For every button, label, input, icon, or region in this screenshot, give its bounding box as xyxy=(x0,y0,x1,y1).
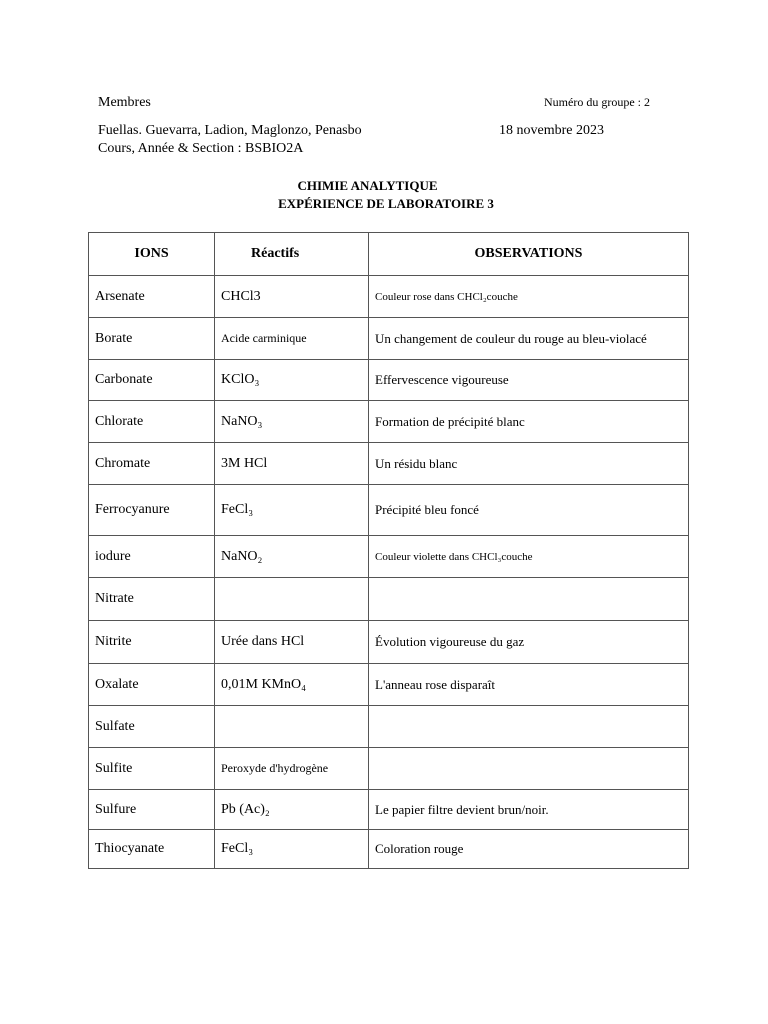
observation-cell xyxy=(369,578,689,621)
observation-cell: Couleur rose dans CHCl₂couche xyxy=(369,276,689,318)
table-row xyxy=(89,830,689,869)
table-row xyxy=(89,621,689,664)
observation-cell xyxy=(369,748,689,790)
table-row xyxy=(89,664,689,706)
reagent-cell: 3M HCl xyxy=(215,443,369,485)
observation-cell: Formation de précipité blanc xyxy=(369,401,689,443)
table-row xyxy=(89,578,689,621)
table-row xyxy=(89,748,689,790)
reagent-cell: NaNO₂ xyxy=(215,536,369,578)
reagent-cell: Peroxyde d'hydrogène xyxy=(215,748,369,790)
header-reagents: Réactifs xyxy=(215,233,369,276)
reagent-cell: FeCl₃ xyxy=(215,485,369,536)
ion-cell: Nitrate xyxy=(89,578,215,621)
ion-cell: Arsenate xyxy=(89,276,215,318)
ion-cell: Sulfite xyxy=(89,748,215,790)
observation-cell: Évolution vigoureuse du gaz xyxy=(369,621,689,664)
observation-cell: Effervescence vigoureuse xyxy=(369,360,689,401)
reagent-cell xyxy=(215,578,369,621)
observation-cell: Un changement de couleur du rouge au bleu-violacé xyxy=(369,318,689,360)
members-names: Fuellas. Guevarra, Ladion, Maglonzo, Penasbo xyxy=(98,123,362,138)
table-row xyxy=(89,360,689,401)
reagent-cell: NaNO₃ xyxy=(215,401,369,443)
report-date: 18 novembre 2023 xyxy=(499,123,604,138)
members-label: Membres xyxy=(98,95,151,110)
ion-cell: Borate xyxy=(89,318,215,360)
table-row xyxy=(89,536,689,578)
document-subtitle: EXPÉRIENCE DE LABORATOIRE 3 xyxy=(278,196,494,211)
ion-cell: iodure xyxy=(89,536,215,578)
table-header-row xyxy=(89,233,689,276)
observation-cell: Précipité bleu foncé xyxy=(369,485,689,536)
group-number: Numéro du groupe : 2 xyxy=(544,95,650,109)
observation-cell: Couleur violette dans CHCl₃couche xyxy=(369,536,689,578)
ion-cell: Sulfate xyxy=(89,706,215,748)
table-row xyxy=(89,790,689,830)
ion-cell: Sulfure xyxy=(89,790,215,830)
table-row xyxy=(89,401,689,443)
observation-cell: L'anneau rose disparaît xyxy=(369,664,689,706)
ion-cell: Chromate xyxy=(89,443,215,485)
table-row xyxy=(89,706,689,748)
reagent-cell: Urée dans HCl xyxy=(215,621,369,664)
reagent-cell: KClO₃ xyxy=(215,360,369,401)
reagent-cell: CHCl3 xyxy=(215,276,369,318)
header-observations: OBSERVATIONS xyxy=(369,233,689,276)
course-section: Cours, Année & Section : BSBIO2A xyxy=(98,141,304,156)
reagent-cell xyxy=(215,706,369,748)
ion-cell: Thiocyanate xyxy=(89,830,215,869)
reagent-cell: Acide carminique xyxy=(215,318,369,360)
table-row xyxy=(89,485,689,536)
ion-cell: Nitrite xyxy=(89,621,215,664)
reagent-cell: Pb (Ac)₂ xyxy=(215,790,369,830)
observation-cell: Le papier filtre devient brun/noir. xyxy=(369,790,689,830)
ion-cell: Carbonate xyxy=(89,360,215,401)
header-ions: IONS xyxy=(89,233,215,276)
document-title: CHIMIE ANALYTIQUE xyxy=(297,178,438,193)
observation-cell xyxy=(369,706,689,748)
ions-table xyxy=(88,232,689,869)
reagent-cell: FeCl₃ xyxy=(215,830,369,869)
table-row xyxy=(89,443,689,485)
ion-cell: Oxalate xyxy=(89,664,215,706)
reagent-cell: 0,01M KMnO₄ xyxy=(215,664,369,706)
table-row xyxy=(89,318,689,360)
ion-cell: Ferrocyanure xyxy=(89,485,215,536)
table-row xyxy=(89,276,689,318)
ion-cell: Chlorate xyxy=(89,401,215,443)
observation-cell: Coloration rouge xyxy=(369,830,689,869)
observation-cell: Un résidu blanc xyxy=(369,443,689,485)
